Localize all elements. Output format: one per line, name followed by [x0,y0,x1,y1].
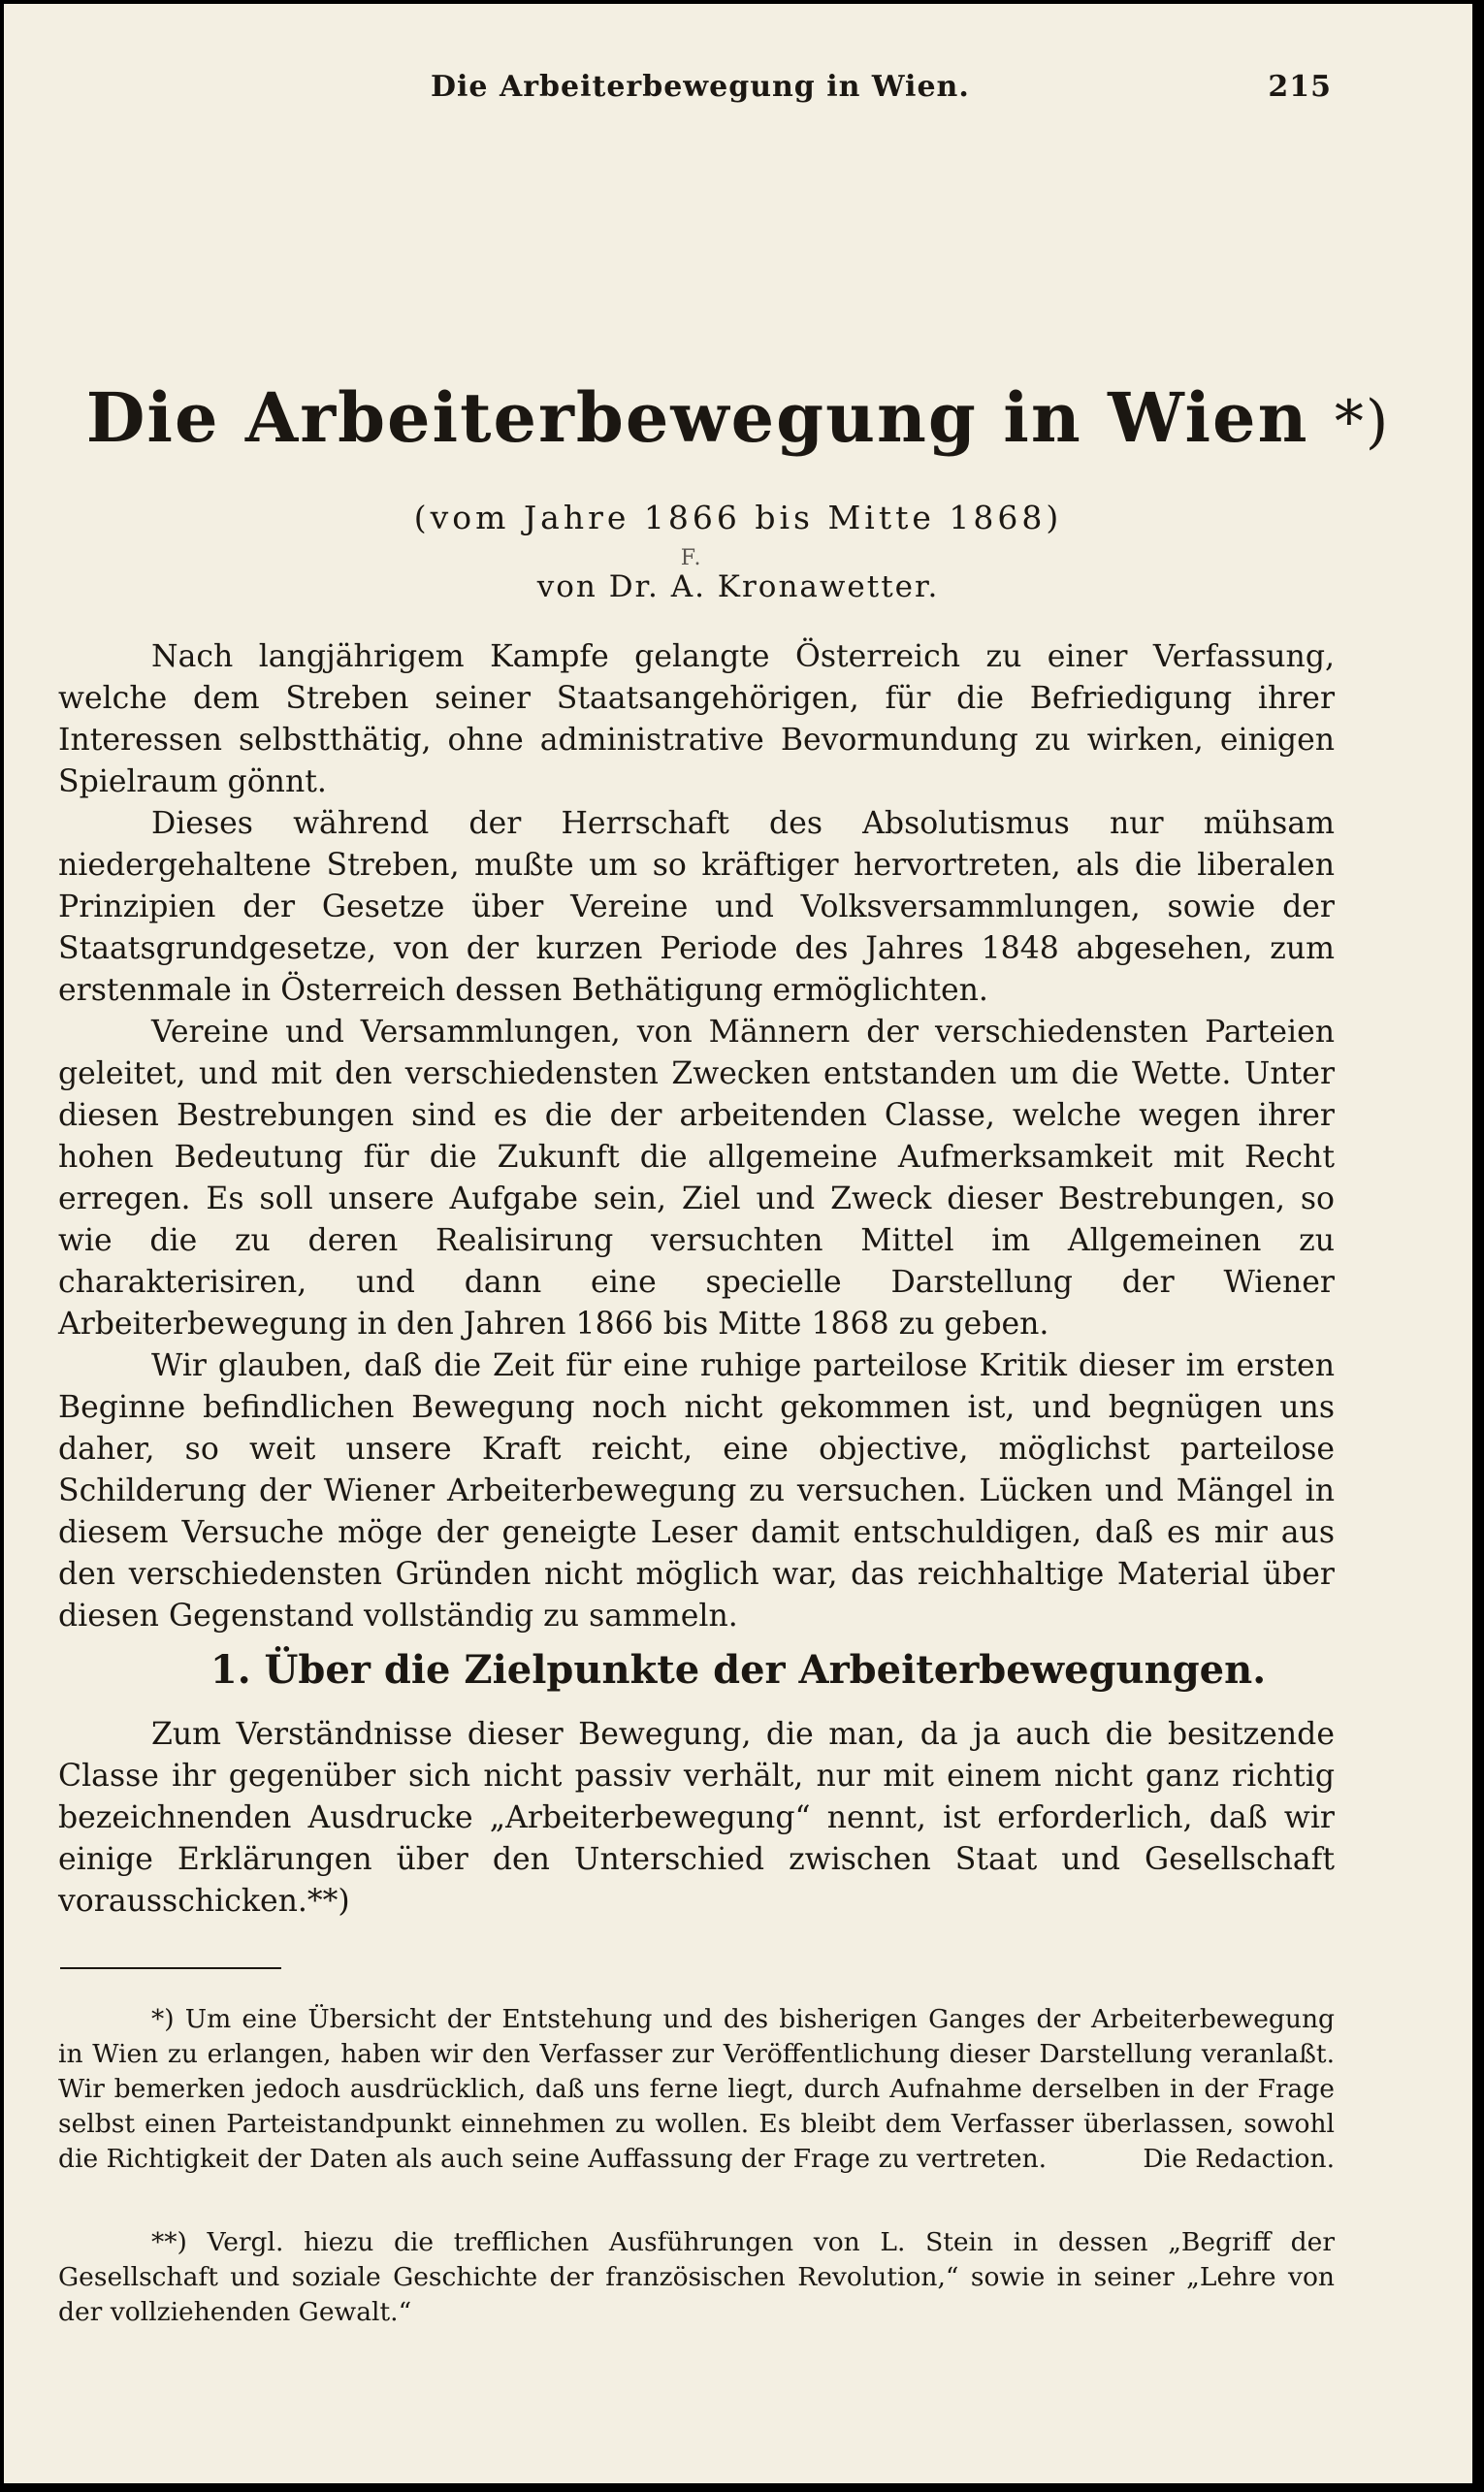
body-paragraph: Wir glauben, daß die Zeit für eine ruhige parteilose Kritik dieser im ersten Beginne befindlichen Bewegung noch nicht gekommen ist, und begnügen uns daher, so weit unsere Kraft reicht, eine objective, möglichst parteilose Schilderung der Wiener Arbeiterbewegung zu versuchen. Lücken und Mängel in diesem Versuche möge der geneigte Leser damit entschuldigen, daß es mir aus den verschiedensten Gründen nicht möglich war, das reichhaltige Material über diesen Gegenstand vollständig zu sammeln. [58,1348,1335,1634]
body-paragraph: Nach langjährigem Kampfe gelangte Österreich zu einer Verfassung, welche dem Streben seiner Staatsangehörigen, für die Befriedigung ihrer Interessen selbstthätig, ohne administrative Bevormundung zu wirken, einigen Spielraum gönnt. [58,639,1335,799]
article-title-text: Die Arbeiterbewegung in Wien [85,377,1309,458]
author-name: Kronawetter. [717,569,940,604]
footnote-rule [60,1967,281,1969]
body-paragraph: Vereine und Versammlungen, von Männern der verschiedensten Parteien geleitet, und mit den verschiedensten Zwecken entstanden um die Wette. Unter diesen Bestrebungen sind es die der arbeitenden Classe, welche wegen ihrer hohen Bedeutung für die Zukunft die allgemeine Aufmerksamkeit mit Recht erregen. Es soll unsere Aufgabe sein, Ziel und Zweck dieser Bestrebungen, so wie die zu deren Realisirung versuchten Mittel im Allgemeinen zu charakterisiren, und dann eine specielle Darstellung der Wiener Arbeiterbewegung in den Jahren 1866 bis Mitte 1868 zu geben. [58,1015,1335,1342]
article-body [58,636,1335,1637]
section-paragraph: Zum Verständnisse dieser Bewegung, die man, da ja auch die besitzende Classe ihr gegenüber sich nicht passiv verhält, nur mit einem nicht ganz richtig bezeichnenden Ausdrucke „Arbeiterbewegung“ nennt, ist erforderlich, daß wir einige Erklärungen über den Unterschied zwischen Staat und Gesellschaft vorausschicken.**) [58,1717,1335,1919]
running-head-title: Die Arbeiterbewegung in Wien. [431,70,970,104]
author-line [4,546,1472,604]
author-handwritten-correction: F. [680,546,703,570]
body-paragraph: Dieses während der Herrschaft des Absolutismus nur mühsam niedergehaltene Streben, mußte um so kräftiger hervortreten, als die liberalen Prinzipien der Gesetze über Vereine und Volksversammlungen, sowie der Staatsgrundgesetze, von der kurzen Periode des Jahres 1848 abgesehen, zum erstenmale in Österreich dessen Bethätigung ermöglichten. [58,806,1335,1008]
author-initial-block [670,546,706,604]
running-head [4,64,1472,113]
footnote-1-signature: Die Redaction. [1143,2144,1335,2174]
footnote-1 [58,2002,1335,2177]
section-heading: 1. Über die Zielpunkte der Arbeiterbewegungen. [210,1647,1267,1693]
footnote-2-text: **) Vergl. hiezu die trefflichen Ausführungen von L. Stein in dessen „Begriff der Gesellschaft und soziale Geschichte der französischen Revolution,“ sowie in seiner „Lehre von der vollziehenden Gewalt.“ [58,2227,1335,2327]
title-footnote-marker: *) [1334,388,1391,456]
article-title [4,377,1472,458]
article-subtitle: (vom Jahre 1866 bis Mitte 1868) [413,499,1063,536]
footnote-1-paragraph [58,2002,1335,2177]
footnote-1-text: *) Um eine Übersicht der Entstehung und des bisherigen Ganges der Arbeiterbewegung in Wien zu erlangen, haben wir den Verfasser zur Veröffentlichung dieser Darstellung veranlaßt. Wir bemerken jedoch ausdrücklich, daß uns ferne liegt, durch Aufnahme derselben in der Frage selbst einen Parteistandpunkt einnehmen zu wollen. Es bleibt dem Verfasser überlassen, sowohl die Richtigkeit der Daten als auch seine Auffassung der Frage zu vertreten. [58,2004,1335,2174]
section-body [58,1714,1335,1923]
author-prefix: von Dr. [536,569,660,604]
footnote-2 [58,2225,1335,2330]
book-page [4,4,1472,2483]
page-number: 215 [1268,70,1332,104]
author-initial: A. [670,569,706,604]
